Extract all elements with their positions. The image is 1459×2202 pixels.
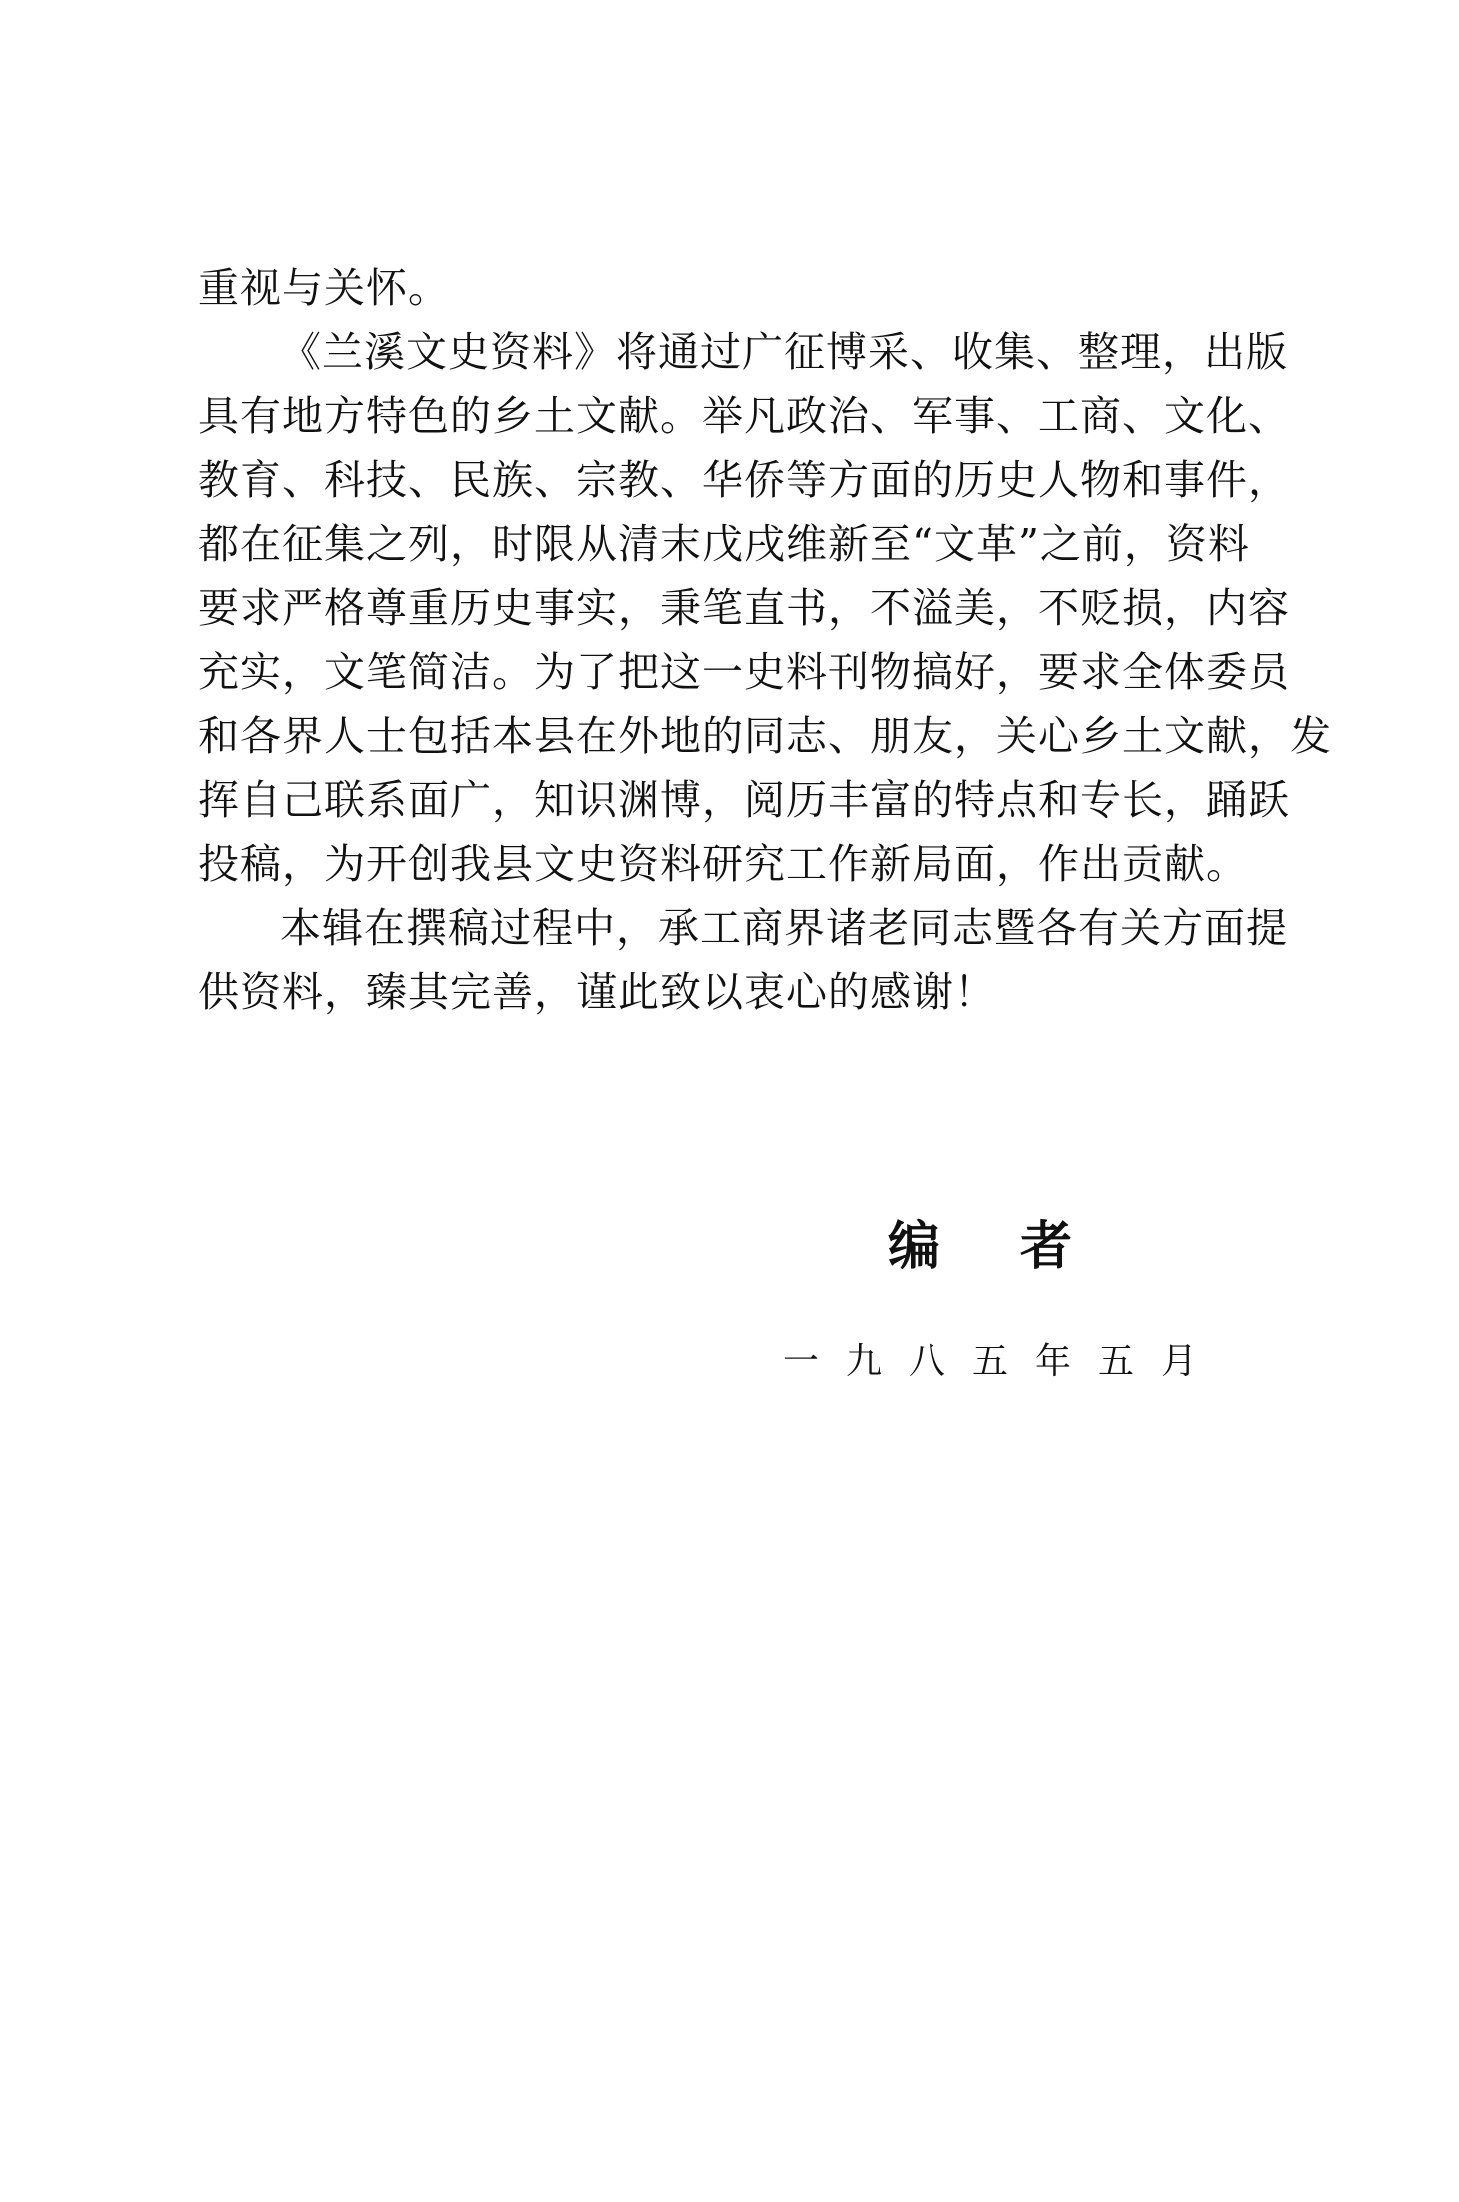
- paragraph-line: 都在征集之列，时限从清末戊戌维新至“文革”之前，资料: [198, 520, 1250, 568]
- paragraph-line: 本辑在撰稿过程中，承工商界诸老同志暨各有关方面提: [280, 904, 1288, 952]
- paragraph-line: 投稿，为开创我县文史资料研究工作新局面，作出贡献。: [198, 840, 1248, 888]
- paragraph-line: 教育、科技、民族、宗教、华侨等方面的历史人物和事件，: [198, 456, 1290, 504]
- body-text: [198, 256, 1332, 1024]
- paragraph-line: 充实，文笔简洁。为了把这一史料刊物搞好，要求全体委员: [198, 648, 1290, 696]
- date-line: 一九八五年五月: [783, 1341, 1225, 1382]
- paragraph-line: 《兰溪文史资料》将通过广征博采、收集、整理，出版: [280, 328, 1288, 376]
- author-signature: 编者: [888, 1216, 1153, 1277]
- paragraph-line: 具有地方特色的乡土文献。举凡政治、军事、工商、文化、: [198, 392, 1290, 440]
- paragraph-line: 挥自己联系面广，知识渊博，阅历丰富的特点和专长，踊跃: [198, 776, 1290, 824]
- paragraph-line: 供资料，臻其完善，谨此致以衷心的感谢！: [198, 968, 996, 1016]
- paragraph-line: 要求严格尊重历史事实，秉笔直书，不溢美，不贬损，内容: [198, 584, 1290, 632]
- paragraph-line: 和各界人士包括本县在外地的同志、朋友，关心乡土文献，发: [198, 712, 1332, 760]
- paragraph-line: 重视与关怀。: [198, 264, 450, 312]
